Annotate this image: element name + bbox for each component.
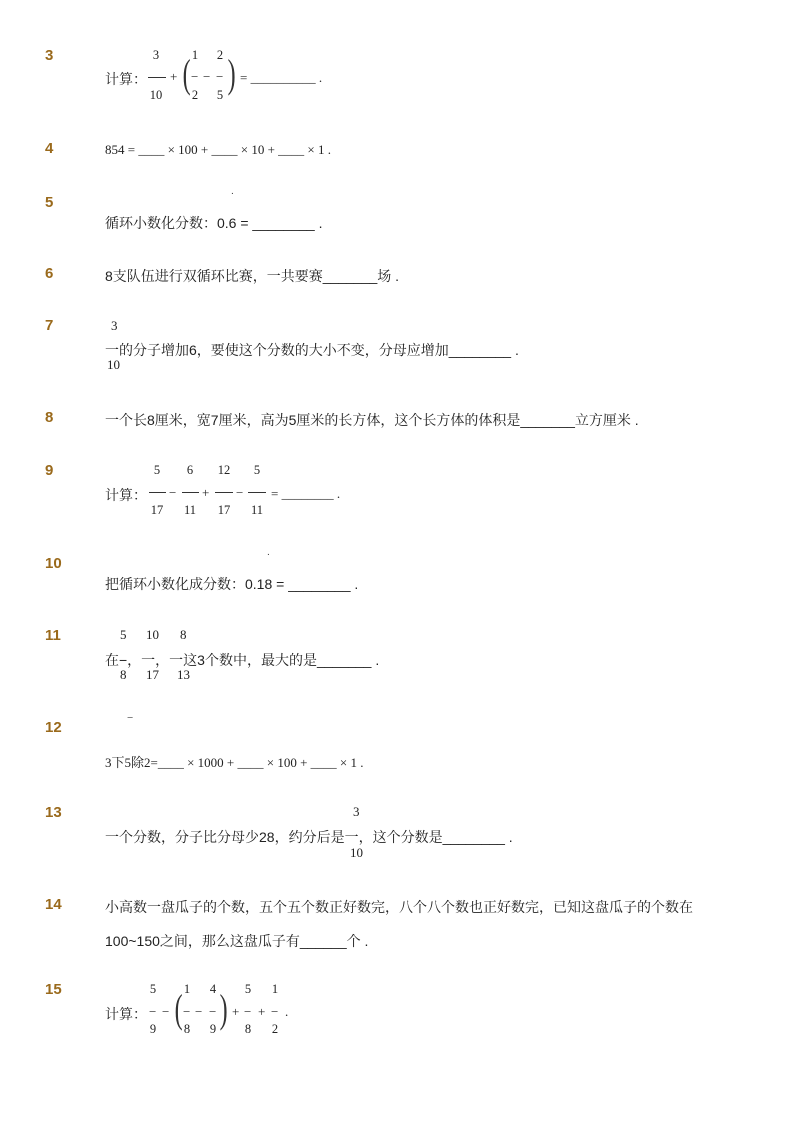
denominator: 9 xyxy=(209,1022,217,1036)
question-number: 15 xyxy=(45,981,62,998)
denominator: 9 xyxy=(149,1022,157,1036)
denominator: 2 xyxy=(191,88,199,102)
denominator: 13 xyxy=(177,667,190,682)
numerator: 5 xyxy=(149,982,157,996)
numerator: 5 xyxy=(244,982,252,996)
operator: − xyxy=(162,1004,170,1019)
denominator: 10 xyxy=(350,845,363,860)
numerator: 3 xyxy=(353,804,360,819)
question-text: 循环小数化分数：0.6 = ________ . xyxy=(105,215,323,231)
denominator: 2 xyxy=(271,1022,279,1036)
question-text: 3下5除2=____ × 1000 + ____ × 100 + ____ × 1 . xyxy=(105,755,364,770)
answer-blank: = ________ . xyxy=(271,486,341,501)
operator: + xyxy=(258,1004,266,1019)
numerator: 1 xyxy=(191,48,199,62)
operator: − xyxy=(203,69,211,84)
fraction-bar xyxy=(248,492,266,493)
fraction-bar-minus: − xyxy=(191,69,199,84)
fraction-bar-minus: − xyxy=(216,69,224,84)
numerator: 5 xyxy=(153,463,161,477)
question-prefix: 计算： xyxy=(105,71,147,87)
question-text: 8支队伍进行双循环比赛，一共要赛_______场 . xyxy=(105,268,400,284)
question-number: 10 xyxy=(45,555,62,572)
question-text: 854 = ____ × 100 + ____ × 10 + ____ × 1 . xyxy=(105,142,331,157)
fraction-bar xyxy=(215,492,233,493)
denominator: 11 xyxy=(250,503,264,517)
right-paren: ) xyxy=(219,986,228,1031)
denominator: 11 xyxy=(183,503,197,517)
operator: + xyxy=(170,69,178,84)
question-number: 8 xyxy=(45,409,54,426)
numerator: 2 xyxy=(216,48,224,62)
answer-blank: = __________ . xyxy=(240,70,323,85)
denominator: 17 xyxy=(146,667,159,682)
numerator: 4 xyxy=(209,982,217,996)
fraction-bar xyxy=(148,77,166,78)
numerator: 6 xyxy=(186,463,194,477)
operator: − xyxy=(195,1004,203,1019)
question-number: 5 xyxy=(45,194,54,211)
numerator: 10 xyxy=(146,627,159,642)
numerator: 12 xyxy=(217,463,231,477)
question-number: 9 xyxy=(45,462,54,479)
denominator: 17 xyxy=(150,503,164,517)
numerator: 3 xyxy=(152,48,160,62)
operator: + xyxy=(202,485,210,500)
question-number: 4 xyxy=(45,140,54,157)
operator: + xyxy=(232,1004,240,1019)
right-paren: ) xyxy=(227,51,236,96)
overline-mark: − xyxy=(127,712,134,724)
question-prefix: 计算： xyxy=(105,487,147,503)
question-number: 14 xyxy=(45,896,62,913)
question-number: 11 xyxy=(45,627,61,644)
question-text-line2: 100~150之间，那么这盘瓜子有______个 . xyxy=(105,933,369,949)
question-number: 7 xyxy=(45,317,54,334)
question-text: 一个长8厘米，宽7厘米，高为5厘米的长方体，这个长方体的体积是_______立方厘米 . xyxy=(105,412,639,428)
fraction-bar xyxy=(149,492,166,493)
fraction-bar-minus: − xyxy=(183,1004,191,1019)
operator: − xyxy=(236,485,244,500)
repeat-dot: . xyxy=(231,186,234,197)
fraction-bar-minus: − xyxy=(149,1004,157,1019)
denominator: 17 xyxy=(217,503,231,517)
numerator: 1 xyxy=(183,982,191,996)
question-text: 把循环小数化成分数：0.18 = ________ . xyxy=(105,576,359,592)
denominator: 10 xyxy=(107,357,120,372)
question-prefix: 计算： xyxy=(105,1006,147,1022)
question-number: 6 xyxy=(45,265,54,282)
question-number: 3 xyxy=(45,47,54,64)
operator: − xyxy=(169,485,177,500)
fraction-bar-minus: − xyxy=(244,1004,252,1019)
repeat-dot: . xyxy=(267,547,270,558)
numerator: 5 xyxy=(120,627,127,642)
fraction-bar-minus: − xyxy=(209,1004,217,1019)
numerator: 8 xyxy=(180,627,187,642)
fraction-bar-minus: − xyxy=(271,1004,279,1019)
question-text: 在−，一，一这3个数中，最大的是_______ . xyxy=(105,652,380,668)
question-text: 一的分子增加6，要使这个分数的大小不变，分母应增加________ . xyxy=(105,342,519,358)
numerator: 3 xyxy=(111,318,118,333)
denominator: 5 xyxy=(216,88,224,102)
denominator: 10 xyxy=(149,88,163,102)
left-paren: ( xyxy=(174,986,183,1031)
question-number: 12 xyxy=(45,719,62,736)
denominator: 8 xyxy=(183,1022,191,1036)
left-paren: ( xyxy=(182,51,191,96)
fraction-bar xyxy=(182,492,199,493)
denominator: 8 xyxy=(244,1022,252,1036)
denominator: 8 xyxy=(120,667,127,682)
question-text-line1: 小高数一盘瓜子的个数，五个五个数正好数完，八个八个数也正好数完，已知这盘瓜子的个数在 xyxy=(105,899,693,915)
end-period: . xyxy=(285,1004,289,1019)
question-number: 13 xyxy=(45,804,62,821)
numerator: 5 xyxy=(253,463,261,477)
question-text: 一个分数，分子比分母少28，约分后是一，这个分数是________ . xyxy=(105,829,513,845)
numerator: 1 xyxy=(271,982,279,996)
